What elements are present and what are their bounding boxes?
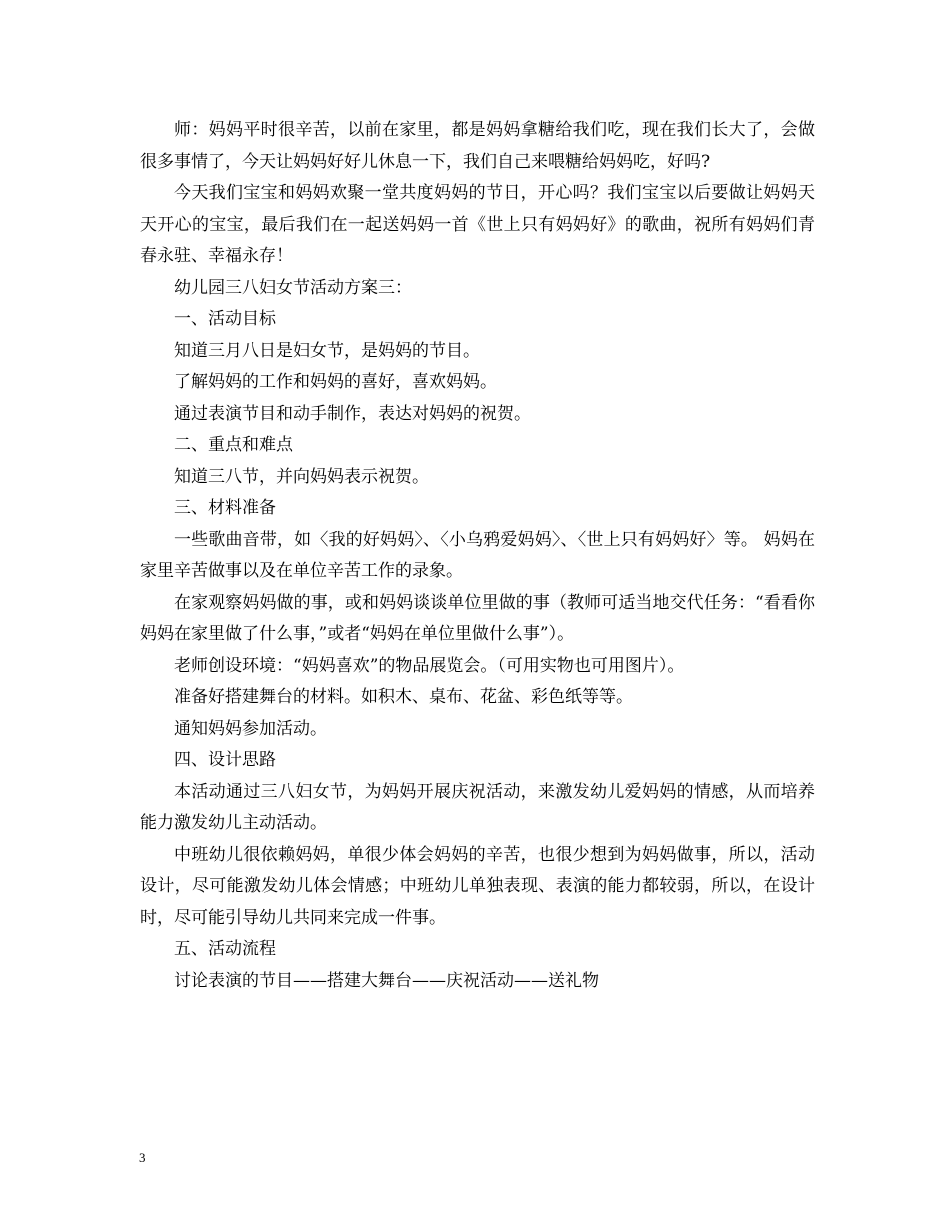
paragraph-materials-songs: 一些歌曲音带，如〈我的好妈妈〉、〈小乌鸦爱妈妈〉、〈世上只有妈妈好〉等。 妈妈在家里辛苦做事以及在单位辛苦工作的录象。 xyxy=(140,529,815,581)
paragraph-materials-notify: 通知妈妈参加活动。 xyxy=(174,718,327,739)
paragraph-goal-1: 知道三月八日是妇女节，是妈妈的节目。 xyxy=(174,340,480,361)
paragraph-goal-2: 了解妈妈的工作和妈妈的喜好，喜欢妈妈。 xyxy=(174,372,497,392)
page-number: 3 xyxy=(139,1150,146,1165)
heading-activity-goals: 一、活动目标 xyxy=(174,309,276,329)
paragraph-materials-stage: 准备好搭建舞台的材料。如积木、桌布、花盆、彩色纸等等。 xyxy=(174,687,633,707)
document-body xyxy=(140,115,815,997)
heading-key-points: 二、重点和难点 xyxy=(174,435,293,455)
heading-materials: 三、材料准备 xyxy=(174,498,276,518)
paragraph-closing-song: 今天我们宝宝和妈妈欢聚一堂共度妈妈的节日，开心吗？我们宝宝以后要做让妈妈天天开心的宝宝，最后我们在一起送妈妈一首《世上只有妈妈好》的歌曲，祝所有妈妈们青春永驻、幸福永存！ xyxy=(140,183,815,266)
paragraph-plan-title: 幼儿园三八妇女节活动方案三： xyxy=(174,277,412,298)
heading-activity-flow: 五、活动流程 xyxy=(174,939,276,959)
paragraph-design-2: 中班幼儿很依赖妈妈，单很少体会妈妈的辛苦，也很少想到为妈妈做事，所以，活动设计，尽可能激发幼儿体会情感；中班幼儿单独表现、表演的能力都较弱，所以，在设计时，尽可能引导幼儿共同来完成一件事。 xyxy=(140,844,815,928)
paragraph-materials-observe: 在家观察妈妈做的事，或和妈妈谈谈单位里做的事（教师可适当地交代任务：“看看你妈妈在家里做了什么事，”或者“妈妈在单位里做什么事”）。 xyxy=(140,592,815,644)
paragraph-design-1: 本活动通过三八妇女节，为妈妈开展庆祝活动，来激发幼儿爱妈妈的情感，从而培养能力激发幼儿主动活动。 xyxy=(140,781,815,833)
paragraph-activity-flow: 讨论表演的节目——搭建大舞台——庆祝活动——送礼物 xyxy=(174,970,599,991)
paragraph-key-point: 知道三八节，并向妈妈表示祝贺。 xyxy=(174,466,429,487)
paragraph-materials-exhibition: 老师创设环境：“妈妈喜欢”的物品展览会。（可用实物也可用图片）。 xyxy=(174,655,685,676)
heading-design-ideas: 四、设计思路 xyxy=(174,750,276,770)
paragraph-teacher-speech: 师：妈妈平时很辛苦，以前在家里，都是妈妈拿糖给我们吃，现在我们长大了，会做很多事情了，今天让妈妈好好儿休息一下，我们自己来喂糖给妈妈吃，好吗? xyxy=(140,120,815,172)
paragraph-goal-3: 通过表演节目和动手制作，表达对妈妈的祝贺。 xyxy=(174,403,531,424)
